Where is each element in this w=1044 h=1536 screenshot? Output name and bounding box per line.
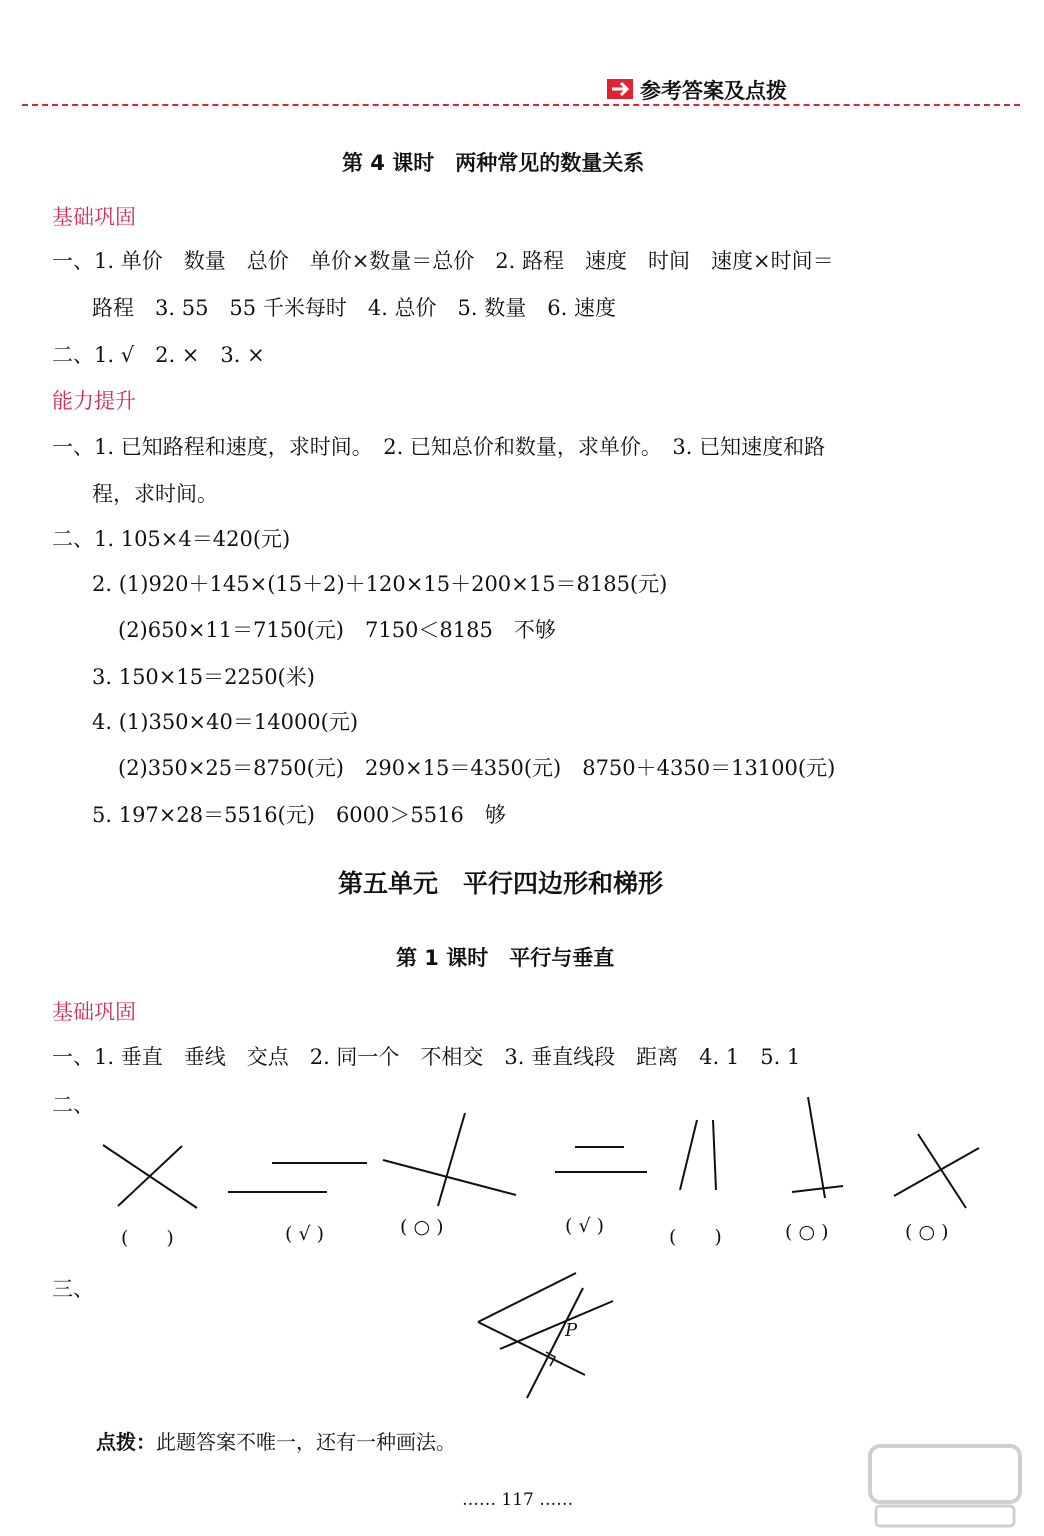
lesson1-title: 第 1 课时 平行与垂直 — [396, 946, 615, 970]
lesson4-advanced-line-1: 一、1. 已知路程和速度，求时间。 2. 已知总价和数量，求单价。 3. 已知速度和路 — [52, 435, 826, 459]
unit5-title: 第五单元 平行四边形和梯形 — [338, 869, 664, 898]
header-title: 参考答案及点拨 — [640, 79, 787, 103]
q2-answer-7: ( ○ ) — [905, 1221, 949, 1243]
lesson4-advanced-line-8: (2)350×25＝8750(元) 290×15＝4350(元) 8750＋4350＝13100(元) — [118, 756, 836, 780]
lesson4-title: 第 4 课时 两种常见的数量关系 — [342, 151, 645, 175]
q3-line-perpendicular — [527, 1288, 583, 1398]
lesson4-advanced-line-4: 2. (1)920＋145×(15＋2)＋120×15＋200×15＝8185(元) — [92, 572, 668, 596]
q2-answer-4: ( √ ) — [565, 1215, 605, 1237]
lesson4-basic-label: 基础巩固 — [52, 205, 136, 229]
q2-answer-3: ( ○ ) — [400, 1216, 444, 1238]
lesson4-advanced-line-6: 3. 150×15＝2250(米) — [92, 665, 315, 689]
lesson4-advanced-line-7: 4. (1)350×40＝14000(元) — [92, 710, 359, 734]
lesson1-q2-label: 二、 — [52, 1093, 94, 1117]
lesson4-advanced-line-3: 二、1. 105×4＝420(元) — [52, 527, 291, 551]
q2-answer-5: ( ) — [669, 1226, 722, 1248]
lesson4-basic-line-3: 二、1. √ 2. × 3. × — [52, 343, 265, 367]
q2-answer-2: ( √ ) — [285, 1223, 325, 1245]
lesson4-basic-line-2: 路程 3. 55 55 千米每时 4. 总价 5. 数量 6. 速度 — [92, 296, 616, 320]
lesson4-advanced-line-9: 5. 197×28＝5516(元) 6000＞5516 够 — [92, 803, 506, 827]
q2-answer-6: ( ○ ) — [785, 1221, 829, 1243]
q3-line-top — [478, 1273, 576, 1322]
lesson1-basic-label: 基础巩固 — [52, 1000, 136, 1024]
lesson4-advanced-label: 能力提升 — [52, 389, 136, 413]
watermark-logo-icon — [860, 1440, 1030, 1530]
page-number: …… 117 …… — [462, 1490, 574, 1510]
lesson1-line-1: 一、1. 垂直 垂线 交点 2. 同一个 不相交 3. 垂直线段 距离 4. 1 5. 1 — [52, 1045, 801, 1069]
hint-note — [96, 1426, 456, 1455]
point-label: P — [565, 1320, 578, 1341]
lesson4-advanced-line-2: 程，求时间。 — [92, 482, 218, 506]
lesson1-q3-label: 三、 — [52, 1277, 94, 1301]
lesson4-advanced-line-5: (2)650×11＝7150(元) 7150＜8185 不够 — [118, 618, 556, 642]
lesson4-basic-line-1: 一、1. 单价 数量 总价 单价×数量＝总价 2. 路程 速度 时间 速度×时间＝ — [52, 249, 834, 273]
hint-label: 点拨： — [96, 1430, 156, 1454]
q2-answer-1: ( ) — [121, 1227, 174, 1249]
hint-text: 此题答案不唯一，还有一种画法。 — [156, 1430, 456, 1454]
